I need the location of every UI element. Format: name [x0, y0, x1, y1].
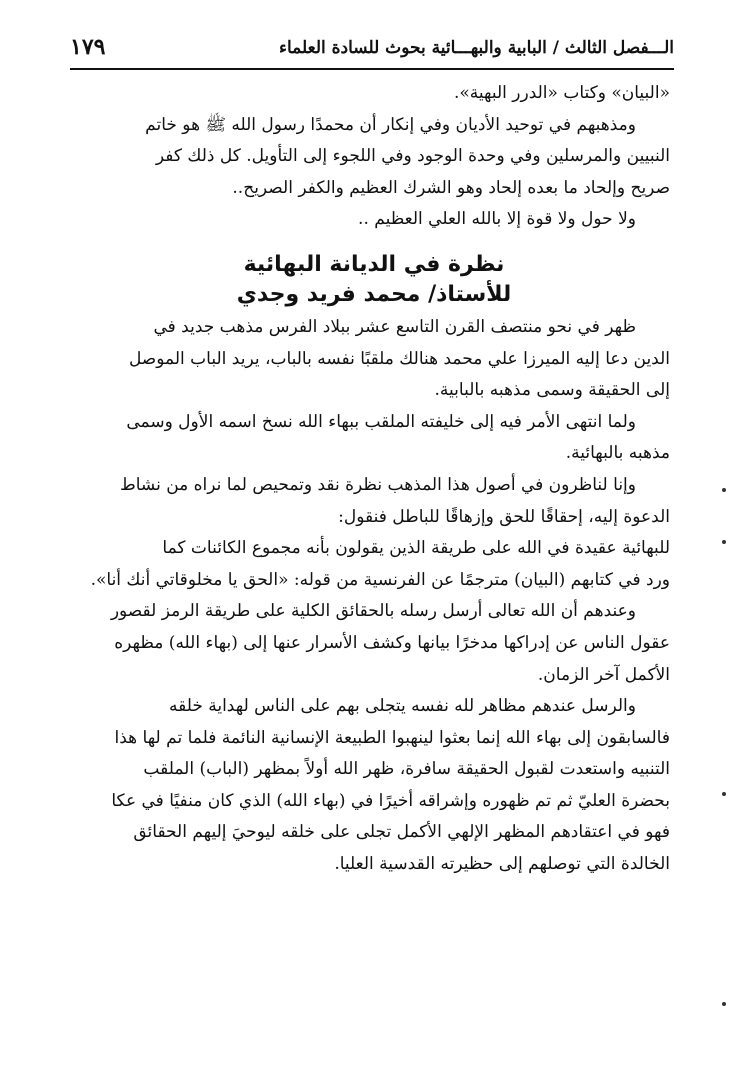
text-line: مذهبه بالبهائية. — [565, 443, 670, 464]
paragraph — [78, 407, 670, 470]
text-line: ومذهبهم في توحيد الأديان وفي إنكار أن محمدًا رسول الله ﷺ هو خاتم — [145, 114, 636, 135]
section-author: للأستاذ/ محمد فريد وجدي — [236, 281, 512, 307]
page-body — [78, 78, 670, 881]
text-line: الدعوة إليه، إحقاقًا للحق وإزهاقًا للباطل فنقول: — [338, 506, 670, 527]
text-line: عقول الناس عن إدراكها مدخرًا بيانها وكشف الأسرار عنها إلى (بهاء الله) مظهره — [114, 632, 670, 653]
text-line: النبيين والمرسلين وفي وحدة الوجود وفي اللجوء إلى التأويل. كل ذلك كفر — [155, 146, 670, 167]
text-line: ورد في كتابهم (البيان) مترجمًا عن الفرنسية من قوله: «الحق يا مخلوقاتي أنك أنا». — [90, 569, 670, 590]
margin-dot — [722, 1002, 726, 1006]
text-line: الدين دعا إليه الميرزا علي محمد هنالك ملقبًا نفسه بالباب، يريد الباب الموصل — [128, 348, 670, 369]
paragraph — [78, 596, 670, 691]
text-line: والرسل عندهم مظاهر لله نفسه يتجلى بهم على الناس لهداية خلقه — [168, 696, 636, 717]
margin-dot — [722, 540, 726, 544]
text-line: ولا حول ولا قوة إلا بالله العلي العظيم .. — [358, 209, 636, 230]
margin-dot — [722, 792, 726, 796]
paragraph — [78, 312, 670, 407]
paragraph — [78, 691, 670, 881]
text-line: وإنا لناظرون في أصول هذا المذهب نظرة نقد وتمحيص لما نراه من نشاط — [120, 474, 636, 495]
paragraph — [78, 470, 670, 533]
text-line: صريح وإلحاد ما بعده إلحاد وهو الشرك العظيم والكفر الصريح.. — [232, 177, 670, 198]
text-line: إلى الحقيقة وسمى مذهبه بالبابية. — [434, 380, 670, 401]
text-line: ظهر في نحو منتصف القرن التاسع عشر ببلاد الفرس مذهب جديد في — [153, 316, 636, 337]
text-line: التنبيه واستعدت لقبول الحقيقة سافرة، ظهر الله أولاً بمظهر (الباب) الملقب — [143, 759, 670, 780]
text-line: «البيان» وكتاب «الدرر البهية». — [453, 83, 670, 103]
intro-paragraph — [78, 78, 670, 236]
page-number: ١٧٩ — [70, 34, 106, 60]
running-header — [70, 34, 674, 70]
text-line: فهو في اعتقادهم المظهر الإلهي الأكمل تجلى على خلقه ليوحيَ إليهم الحقائق — [133, 822, 670, 843]
text-line: فالسابقون إلى بهاء الله إنما بعثوا لينهبوا الطبيعة الإنسانية النائمة فلما تم لها هذا — [114, 727, 670, 748]
paragraph — [78, 533, 670, 596]
margin-dot — [722, 488, 726, 492]
section-heading — [78, 236, 670, 312]
text-line: الخالدة التي توصلهم إلى حظيرته القدسية العليا. — [334, 854, 670, 875]
text-line: بحضرة العليّ ثم تم ظهوره وإشراقه أخيرًا في (بهاء الله) الذي كان منفيًا في عكا — [111, 790, 670, 811]
text-line: ولما انتهى الأمر فيه إلى خليفته الملقب ببهاء الله نسخ اسمه الأول وسمى — [126, 411, 636, 432]
text-line: الأكمل آخر الزمان. — [537, 664, 670, 685]
text-line: للبهائية عقيدة في الله على طريقة الذين يقولون بأنه مجموع الكائنات كما — [162, 538, 670, 559]
text-line: وعندهم أن الله تعالى أرسل رسله بالحقائق الكلية على طريقة الرمز لقصور — [110, 601, 636, 622]
section-title: نظرة في الديانة البهائية — [243, 251, 505, 277]
chapter-title: الـــفصل الثالث / البابية والبهـــائية بحوث للسادة العلماء — [278, 38, 674, 58]
